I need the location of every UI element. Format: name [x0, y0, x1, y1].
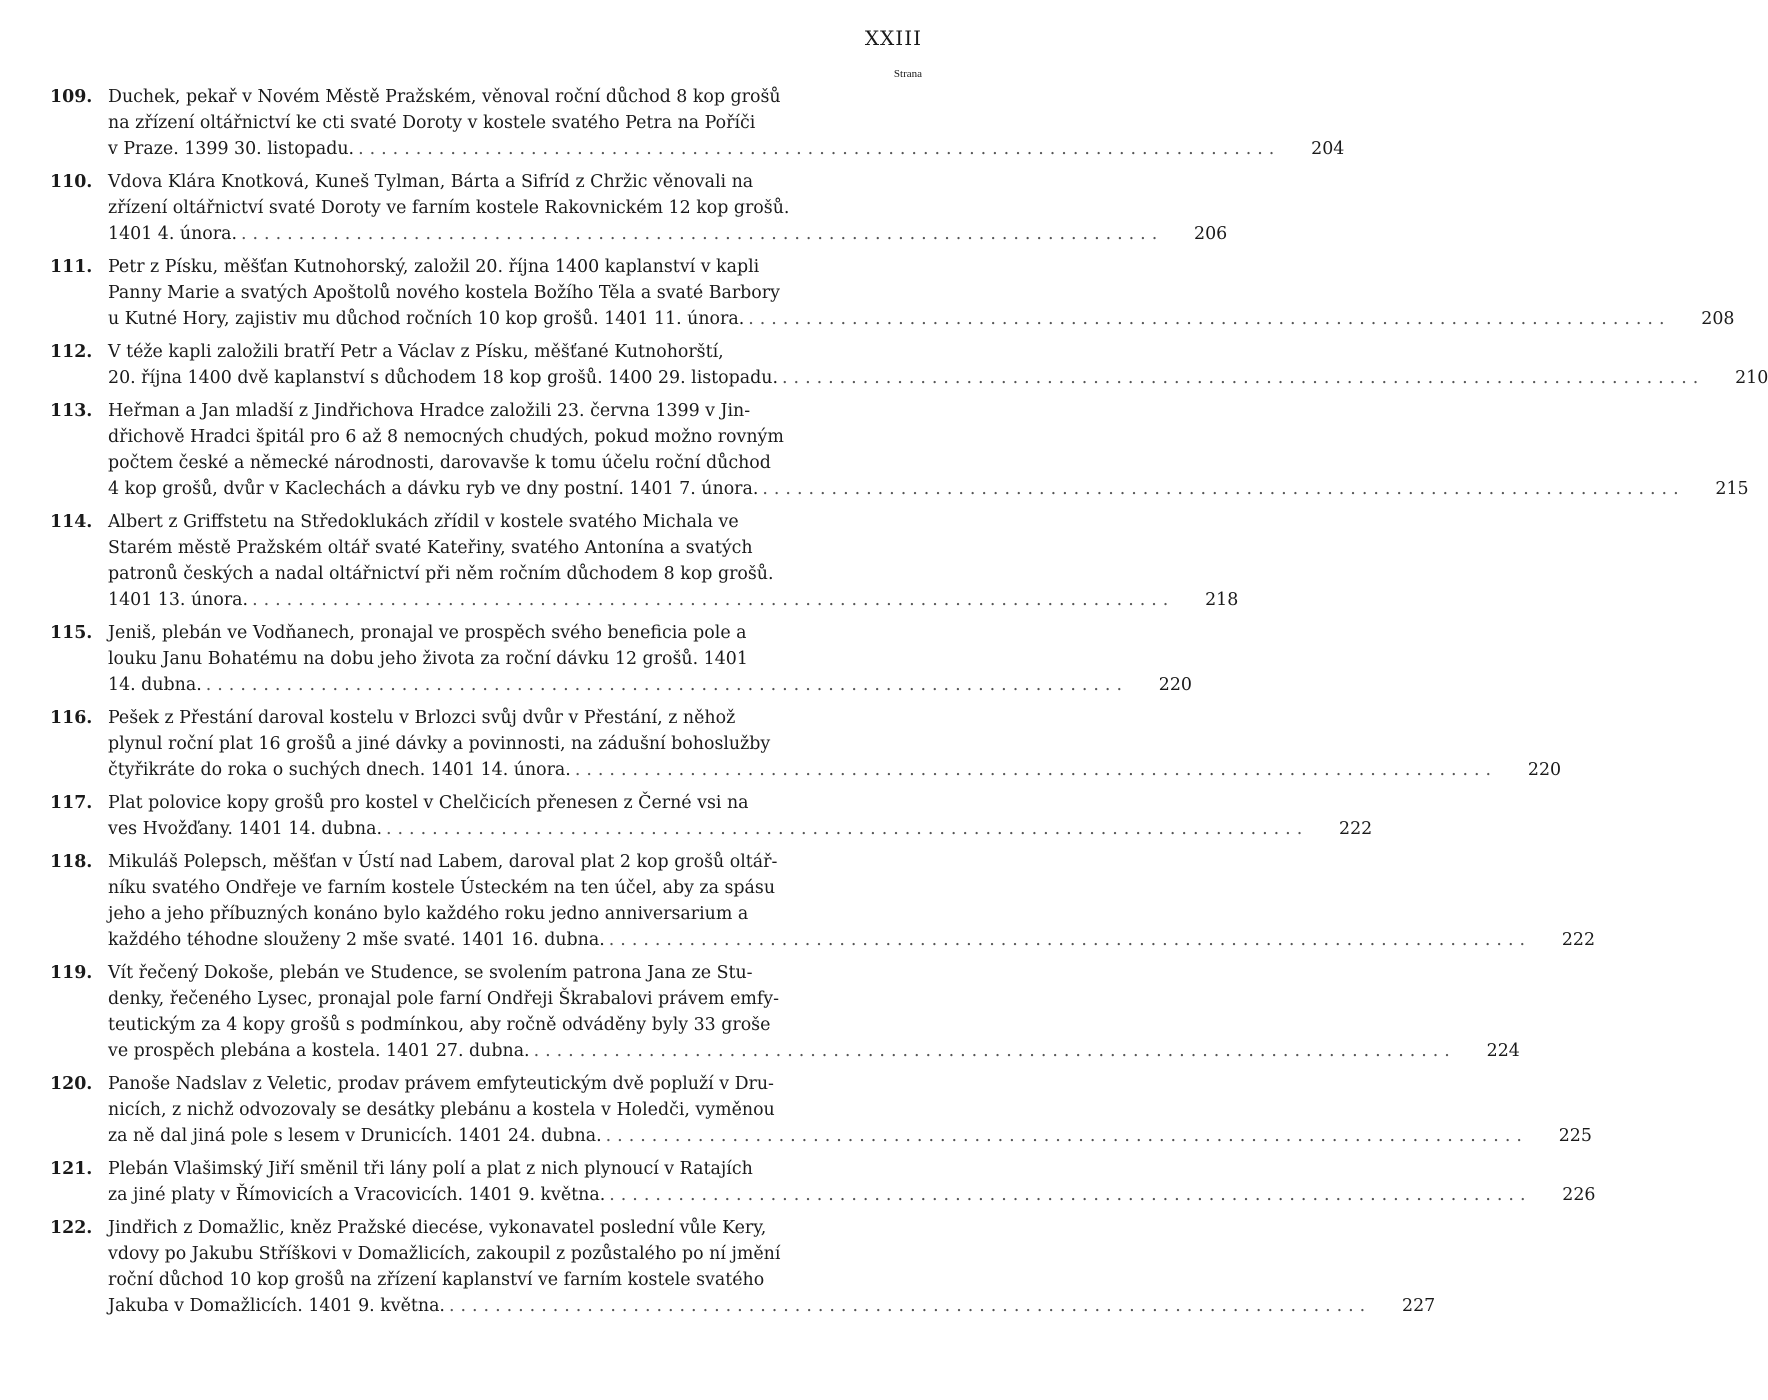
entry-line: [108, 306, 1670, 332]
page-number: 220: [1527, 760, 1562, 780]
entry-number: 117.: [50, 793, 93, 813]
entry-line: Heřman a Jan mladší z Jindřichova Hradce založili 23. června 1399 v Jin-: [108, 401, 751, 421]
entry-line: [108, 816, 1308, 842]
entry-number: 116.: [50, 708, 93, 728]
entry-line: vdovy po Jakubu Stříškovi v Domažlicích, zakoupil z pozůstalého po ní jmění: [108, 1244, 781, 1264]
entry-line: [108, 587, 1174, 613]
entry: [50, 254, 1735, 332]
leader-dots: ................................................................................: [448, 1296, 1372, 1316]
entry-line-text: 1401 13. února.: [108, 590, 249, 610]
entry-number: 115.: [50, 623, 93, 643]
entry-line: louku Janu Bohatému na dobu jeho života za roční dávku 12 grošů. 1401: [108, 649, 748, 669]
entry-line: plynul roční plat 16 grošů a jiné dávky a povinnosti, na zádušní bohoslužby: [108, 734, 771, 754]
entry: [50, 509, 1239, 613]
leader-dots: ................................................................................: [358, 139, 1281, 159]
entry-number: 119.: [50, 963, 93, 983]
entry: [50, 705, 1562, 783]
entry-line: [108, 1293, 1371, 1319]
entry-number: 122.: [50, 1218, 93, 1238]
entry-text: [108, 849, 1531, 953]
entry-line: Plebán Vlašimský Jiří směnil tři lány polí a plat z nich plynoucí v Ratajích: [108, 1159, 753, 1179]
entry: [50, 960, 1520, 1064]
entry: [50, 339, 1768, 391]
page-number: 210: [1735, 368, 1768, 388]
entry-line-text: za jiné platy v Římovicích a Vracovicích. 1401 9. května.: [108, 1185, 606, 1205]
entry-line: na zřízení oltářnictví ke cti svaté Doroty v kostele svatého Petra na Poříči: [108, 113, 756, 133]
entry-line-text: 20. října 1400 dvě kaplanství s důchodem 18 kop grošů. 1400 29. listopadu.: [108, 368, 779, 388]
entry-line-text: 14. dubna.: [108, 675, 202, 695]
entry-line-text: ves Hvožďany. 1401 14. dubna.: [108, 819, 382, 839]
entry-number: 111.: [50, 257, 93, 277]
entry-line: Albert z Griffstetu na Středoklukách zřídil v kostele svatého Michala ve: [108, 512, 739, 532]
entry-line: [108, 221, 1163, 247]
entry-line-text: 1401 4. února.: [108, 224, 237, 244]
entry-text: [108, 169, 1163, 247]
entry: [50, 169, 1228, 247]
entry-line: [108, 1123, 1528, 1149]
entry-line-text: čtyřikráte do roka o suchých dnech. 1401 14. února.: [108, 760, 571, 780]
entry-number: 121.: [50, 1159, 93, 1179]
entry-line: Pešek z Přestání daroval kostelu v Brlozci svůj dvůr v Přestání, z něhož: [108, 708, 736, 728]
leader-dots: ................................................................................: [605, 1126, 1528, 1146]
entry-line: [108, 1182, 1532, 1208]
entry-line: Petr z Písku, měšťan Kutnohorský, založil 20. října 1400 kaplanství v kapli: [108, 257, 760, 277]
entry-text: [108, 1215, 1371, 1319]
entry-line: [108, 672, 1128, 698]
entry-line: roční důchod 10 kop grošů na zřízení kaplanství ve farním kostele svatého: [108, 1270, 765, 1290]
entry-number: 109.: [50, 87, 93, 107]
entry-line: Vdova Klára Knotková, Kuneš Tylman, Bárta a Sifríd z Chržic věnovali na: [108, 172, 754, 192]
entry-text: [108, 620, 1128, 698]
page-number: 220: [1158, 675, 1192, 695]
entry: [50, 1156, 1596, 1208]
entry-line: [108, 136, 1280, 162]
entry-number: 114.: [50, 512, 93, 532]
page-number: 208: [1701, 309, 1735, 329]
entry-line-text: každého téhodne slouženy 2 mše svaté. 1401 16. dubna.: [108, 930, 605, 950]
page-number: 227: [1402, 1296, 1436, 1316]
entries-list: [50, 84, 1768, 1326]
leader-dots: ................................................................................: [782, 368, 1705, 388]
entry-line: jeho a jeho příbuzných konáno bylo každého roku jedno anniversarium a: [108, 904, 749, 924]
entry-line-text: ve prospěch plebána a kostela. 1401 27. dubna.: [108, 1041, 530, 1061]
leader-dots: ................................................................................: [608, 930, 1532, 950]
entry: [50, 849, 1596, 953]
entry-line-text: Jakuba v Domažlicích. 1401 9. května.: [108, 1296, 445, 1316]
entry-line: teutickým za 4 kopy grošů s podmínkou, aby ročně odváděny byly 33 groše: [108, 1015, 771, 1035]
entry-line: Jindřich z Domažlic, kněz Pražské diecése, vykonavatel poslední vůle Kery,: [108, 1218, 767, 1238]
entry-line: dřichově Hradci špitál pro 6 až 8 nemocných chudých, pokud možno rovným: [108, 427, 784, 447]
leader-dots: ................................................................................: [252, 590, 1175, 610]
leader-dots: ................................................................................: [386, 819, 1309, 839]
page-number: 206: [1194, 224, 1228, 244]
entry: [50, 1215, 1436, 1319]
entry-line: nicích, z nichž odvozovaly se desátky plebánu a kostela v Holedči, vyměnou: [108, 1100, 775, 1120]
entry-line: [108, 757, 1497, 783]
page-number: 204: [1311, 139, 1345, 159]
entry-line: Duchek, pekař v Novém Městě Pražském, věnoval roční důchod 8 kop grošů: [108, 87, 781, 107]
leader-dots: ................................................................................: [748, 309, 1671, 329]
entry-line: [108, 476, 1685, 502]
entry-line: [108, 365, 1704, 391]
entry-line: počtem české a německé národnosti, darovavše k tomu účelu roční důchod: [108, 453, 771, 473]
page-number: 226: [1562, 1185, 1596, 1205]
page-number: 215: [1715, 479, 1749, 499]
page-number: 224: [1486, 1041, 1520, 1061]
entry-line: Mikuláš Polepsch, měšťan v Ústí nad Labem, daroval plat 2 kop grošů oltář-: [108, 852, 778, 872]
entry-text: [108, 1156, 1532, 1208]
entry-line: denky, řečeného Lysec, pronajal pole farní Ondřeji Škrabalovi právem emfy-: [108, 989, 779, 1009]
page-number: 225: [1558, 1126, 1592, 1146]
entry: [50, 620, 1192, 698]
entry-line: zřízení oltářnictví svaté Doroty ve farním kostele Rakovnickém 12 kop grošů.: [108, 198, 790, 218]
leader-dots: ................................................................................: [241, 224, 1164, 244]
entry-line: [108, 1038, 1456, 1064]
leader-dots: ................................................................................: [533, 1041, 1456, 1061]
entry-number: 112.: [50, 342, 93, 362]
entry-number: 120.: [50, 1074, 93, 1094]
entry-line: [108, 927, 1531, 953]
entry-line: Plat polovice kopy grošů pro kostel v Chelčicích přenesen z Černé vsi na: [108, 793, 749, 813]
entry-line-text: v Praze. 1399 30. listopadu.: [108, 139, 355, 159]
entry-text: [108, 1071, 1528, 1149]
page-roman-numeral: XXIII: [864, 26, 922, 50]
entry-line-text: 4 kop grošů, dvůr v Kaclechách a dávku ryb ve dny postní. 1401 7. února.: [108, 479, 759, 499]
page-number: 218: [1205, 590, 1239, 610]
entry-line-text: u Kutné Hory, zajistiv mu důchod ročních 10 kop grošů. 1401 11. února.: [108, 309, 745, 329]
entry-line: patronů českých a nadal oltářnictví při něm ročním důchodem 8 kop grošů.: [108, 564, 774, 584]
page-number: 222: [1339, 819, 1373, 839]
entry-line: Panny Marie a svatých Apoštolů nového kostela Božího Těla a svaté Barbory: [108, 283, 780, 303]
entry-number: 110.: [50, 172, 93, 192]
leader-dots: ................................................................................: [205, 675, 1128, 695]
entry: [50, 1071, 1592, 1149]
entry-text: [108, 790, 1308, 842]
entry-text: [108, 254, 1670, 332]
entry-number: 113.: [50, 401, 93, 421]
entry: [50, 790, 1373, 842]
entry-line: V téže kapli založili bratří Petr a Václav z Písku, měšťané Kutnohorští,: [108, 342, 724, 362]
entry-text: [108, 509, 1174, 613]
entry: [50, 398, 1749, 502]
leader-dots: ................................................................................: [609, 1185, 1532, 1205]
leader-dots: ................................................................................: [762, 479, 1685, 499]
entry-line-text: za ně dal jiná pole s lesem v Drunicích. 1401 24. dubna.: [108, 1126, 602, 1146]
entry-text: [108, 339, 1704, 391]
entry-line: Vít řečený Dokoše, plebán ve Studence, se svolením patrona Jana ze Stu-: [108, 963, 753, 983]
entry-line: Jeniš, plebán ve Vodňanech, pronajal ve prospěch svého beneficia pole a: [108, 623, 747, 643]
entry-text: [108, 705, 1497, 783]
page-column-label: Strana: [893, 68, 922, 80]
leader-dots: ................................................................................: [574, 760, 1498, 780]
entry-text: [108, 398, 1685, 502]
entry-text: [108, 84, 1280, 162]
entry-text: [108, 960, 1456, 1064]
entry-line: Starém městě Pražském oltář svaté Kateřiny, svatého Antonína a svatých: [108, 538, 753, 558]
entry-line: níku svatého Ondřeje ve farním kostele Ústeckém na ten účel, aby za spásu: [108, 878, 776, 898]
page-number: 222: [1561, 930, 1596, 950]
entry-line: Panoše Nadslav z Veletic, prodav právem emfyteutickým dvě popluží v Dru-: [108, 1074, 774, 1094]
entry: [50, 84, 1345, 162]
entry-number: 118.: [50, 852, 93, 872]
